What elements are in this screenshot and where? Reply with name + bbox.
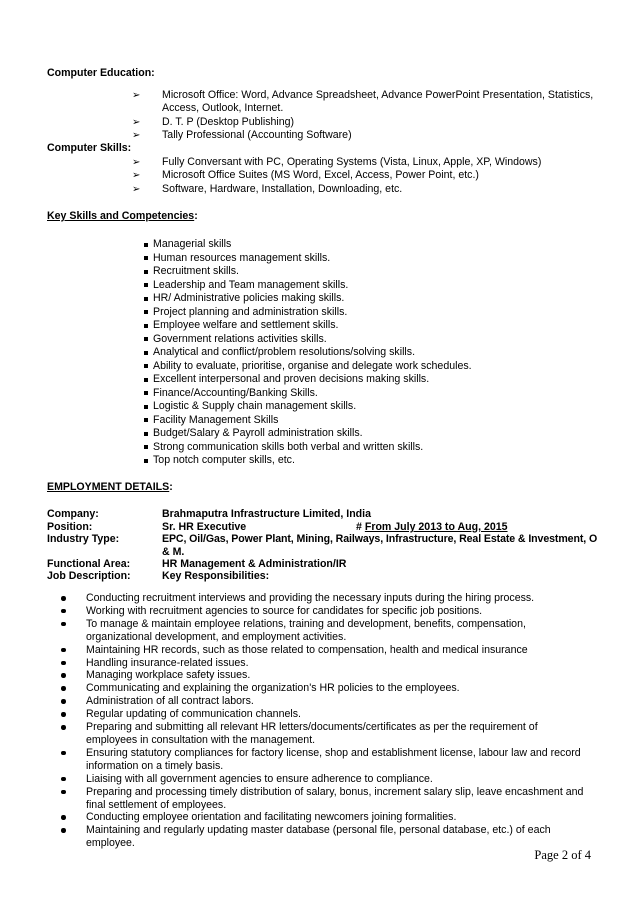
square-bullet-icon — [144, 351, 148, 355]
square-bullet-icon — [144, 256, 148, 260]
list-item — [59, 747, 591, 773]
round-bullet-icon — [61, 699, 66, 704]
list-item — [144, 292, 472, 306]
list-item-text: Conducting recruitment interviews and providing the necessary inputs during the hiring process. — [86, 592, 535, 604]
list-item — [59, 824, 591, 850]
list-item-text: Working with recruitment agencies to source for candidates for specific job positions. — [86, 604, 483, 617]
arrow-bullet-icon: ➢ — [132, 90, 141, 101]
square-bullet-icon — [144, 418, 148, 422]
round-bullet-icon — [61, 828, 66, 833]
round-bullet-icon — [61, 596, 66, 601]
list-item-text: Excellent interpersonal and proven decisions making skills. — [153, 373, 430, 385]
list-item-text: Top notch computer skills, etc. — [153, 454, 295, 466]
list-item-text: Maintaining HR records, such as those related to compensation, health and medical insurance — [86, 643, 528, 656]
list-item-text: To manage & maintain employee relations, training and development, benefits, compensation, organizational development, and employment activities. — [86, 617, 526, 643]
list-item — [59, 811, 591, 824]
round-bullet-icon — [61, 751, 66, 756]
page-number: Page 2 of 4 — [534, 848, 591, 862]
list-item-text: Budget/Salary & Payroll administration skills. — [153, 427, 363, 439]
computer-education-list — [132, 89, 594, 143]
key-skills-list — [144, 238, 472, 468]
round-bullet-icon — [61, 777, 66, 782]
industry-label: Industry Type: — [47, 533, 120, 545]
list-item — [144, 387, 472, 401]
list-item-text: Managing workplace safety issues. — [86, 669, 251, 682]
list-item — [144, 400, 472, 414]
list-item — [59, 786, 591, 812]
list-item — [132, 129, 594, 142]
key-skills-heading — [47, 210, 198, 222]
list-item-text: Strong communication skills both verbal and written skills. — [153, 440, 424, 453]
list-item — [59, 605, 591, 618]
list-item-text: Finance/Accounting/Banking Skills. — [153, 386, 318, 399]
computer-skills-list — [132, 156, 594, 196]
position-value: Sr. HR Executive — [162, 521, 247, 533]
list-item — [144, 346, 472, 360]
list-item-text: Project planning and administration skills. — [153, 305, 348, 318]
employment-heading — [47, 481, 173, 493]
list-item — [132, 183, 594, 196]
list-item — [144, 360, 472, 374]
list-item — [132, 116, 594, 129]
employment-heading-colon: : — [169, 481, 173, 493]
square-bullet-icon — [144, 270, 148, 274]
list-item — [144, 252, 472, 266]
list-item — [59, 669, 591, 682]
list-item-text: Government relations activities skills. — [153, 332, 327, 345]
list-item — [144, 319, 472, 333]
company-label: Company: — [47, 508, 99, 520]
list-item — [132, 169, 594, 182]
square-bullet-icon — [144, 391, 148, 395]
round-bullet-icon — [61, 661, 66, 666]
list-item — [144, 427, 472, 441]
list-item-text: Communicating and explaining the organization's HR policies to the employees. — [86, 682, 460, 695]
list-item-text: Fully Conversant with PC, Operating Systems (Vista, Linux, Apple, XP, Windows) — [162, 156, 542, 168]
round-bullet-icon — [61, 815, 66, 820]
list-item-text: Recruitment skills. — [153, 265, 239, 277]
list-item-text: Handling insurance-related issues. — [86, 656, 249, 669]
list-item-text: Facility Management Skills — [153, 413, 279, 426]
list-item — [144, 238, 472, 252]
square-bullet-icon — [144, 378, 148, 382]
list-item — [59, 657, 591, 670]
square-bullet-icon — [144, 364, 148, 368]
square-bullet-icon — [144, 283, 148, 287]
round-bullet-icon — [61, 686, 66, 691]
round-bullet-icon — [61, 622, 66, 627]
list-item-text: Maintaining and regularly updating master database (personal file, personal database, etc.) of each employee. — [86, 824, 551, 850]
round-bullet-icon — [61, 609, 66, 614]
list-item-text: Human resources management skills. — [153, 251, 331, 264]
list-item — [144, 414, 472, 428]
list-item-text: HR/ Administrative policies making skills. — [153, 292, 345, 304]
square-bullet-icon — [144, 445, 148, 449]
list-item-text: Administration of all contract labors. — [86, 695, 254, 708]
key-skills-heading-text: Key Skills and Competencies — [47, 210, 195, 222]
position-hash: # — [356, 521, 365, 533]
list-item-text: Microsoft Office: Word, Advance Spreadsheet, Advance PowerPoint Presentation, Statistics, Access, Outlook, Internet. — [162, 89, 594, 115]
list-item-text: Conducting employee orientation and facilitating newcomers joining formalities. — [86, 811, 457, 824]
arrow-bullet-icon: ➢ — [132, 157, 141, 168]
employment-heading-text: EMPLOYMENT DETAILS — [47, 481, 170, 493]
square-bullet-icon — [144, 297, 148, 301]
functional-area-label: Functional Area: — [47, 558, 131, 570]
key-skills-heading-colon: : — [194, 210, 198, 222]
industry-value-line2: & M. — [162, 546, 185, 558]
list-item — [132, 89, 594, 116]
list-item — [144, 265, 472, 279]
square-bullet-icon — [144, 324, 148, 328]
list-item — [59, 644, 591, 657]
round-bullet-icon — [61, 725, 66, 730]
list-item-text: Regular updating of communication channels. — [86, 708, 301, 721]
list-item-text: D. T. P (Desktop Publishing) — [162, 115, 295, 128]
list-item — [59, 721, 591, 747]
square-bullet-icon — [144, 243, 148, 247]
list-item — [144, 454, 472, 468]
list-item — [144, 441, 472, 455]
list-item — [59, 695, 591, 708]
job-description-value: Key Responsibilities: — [162, 570, 270, 582]
arrow-bullet-icon: ➢ — [132, 170, 141, 182]
square-bullet-icon — [144, 459, 148, 463]
square-bullet-icon — [144, 432, 148, 436]
round-bullet-icon — [61, 712, 66, 717]
list-item — [144, 279, 472, 293]
list-item-text: Preparing and processing timely distribution of salary, bonus, increment salary slip, leave encashment and final settlement of employees. — [86, 785, 584, 811]
list-item — [59, 773, 591, 786]
list-item — [59, 708, 591, 721]
company-value: Brahmaputra Infrastructure Limited, India — [162, 508, 371, 520]
list-item — [59, 592, 591, 605]
list-item-text: Preparing and submitting all relevant HR letters/documents/certificates as per the requirement of employees in consultation with the management. — [86, 721, 538, 746]
round-bullet-icon — [61, 790, 66, 795]
list-item — [144, 333, 472, 347]
round-bullet-icon — [61, 673, 66, 678]
list-item-text: Microsoft Office Suites (MS Word, Excel, Access, Power Point, etc.) — [162, 169, 479, 182]
list-item-text: Liaising with all government agencies to ensure adherence to compliance. — [86, 772, 433, 785]
job-description-label: Job Description: — [47, 570, 131, 582]
list-item-text: Leadership and Team management skills. — [153, 278, 349, 291]
responsibilities-list — [59, 592, 591, 850]
arrow-bullet-icon: ➢ — [132, 183, 141, 195]
round-bullet-icon — [61, 648, 66, 653]
functional-area-value: HR Management & Administration/IR — [162, 558, 347, 570]
position-period — [356, 521, 508, 533]
list-item-text: Tally Professional (Accounting Software) — [162, 129, 352, 142]
list-item-text: Managerial skills — [153, 238, 232, 250]
list-item — [132, 156, 594, 169]
square-bullet-icon — [144, 405, 148, 409]
list-item — [59, 682, 591, 695]
list-item — [59, 618, 591, 644]
arrow-bullet-icon: ➢ — [132, 130, 141, 142]
list-item-text: Employee welfare and settlement skills. — [153, 319, 339, 331]
computer-education-heading: Computer Education: — [47, 67, 155, 79]
list-item — [144, 306, 472, 320]
square-bullet-icon — [144, 337, 148, 341]
list-item-text: Ability to evaluate, prioritise, organise and delegate work schedules. — [153, 359, 472, 372]
position-label: Position: — [47, 521, 93, 533]
industry-value-line1: EPC, Oil/Gas, Power Plant, Mining, Railways, Infrastructure, Real Estate & Investment, O — [162, 533, 598, 545]
computer-skills-heading: Computer Skills: — [47, 142, 132, 154]
arrow-bullet-icon: ➢ — [132, 116, 141, 128]
list-item-text: Logistic & Supply chain management skills. — [153, 400, 357, 412]
list-item-text: Analytical and conflict/problem resolutions/solving skills. — [153, 346, 416, 358]
list-item-text: Ensuring statutory compliances for factory license, shop and establishment license, labour law and record information on a timely basis. — [86, 746, 581, 772]
list-item — [144, 373, 472, 387]
square-bullet-icon — [144, 310, 148, 314]
list-item-text: Software, Hardware, Installation, Downloading, etc. — [162, 182, 403, 195]
position-period-text: From July 2013 to Aug, 2015 — [364, 521, 508, 533]
